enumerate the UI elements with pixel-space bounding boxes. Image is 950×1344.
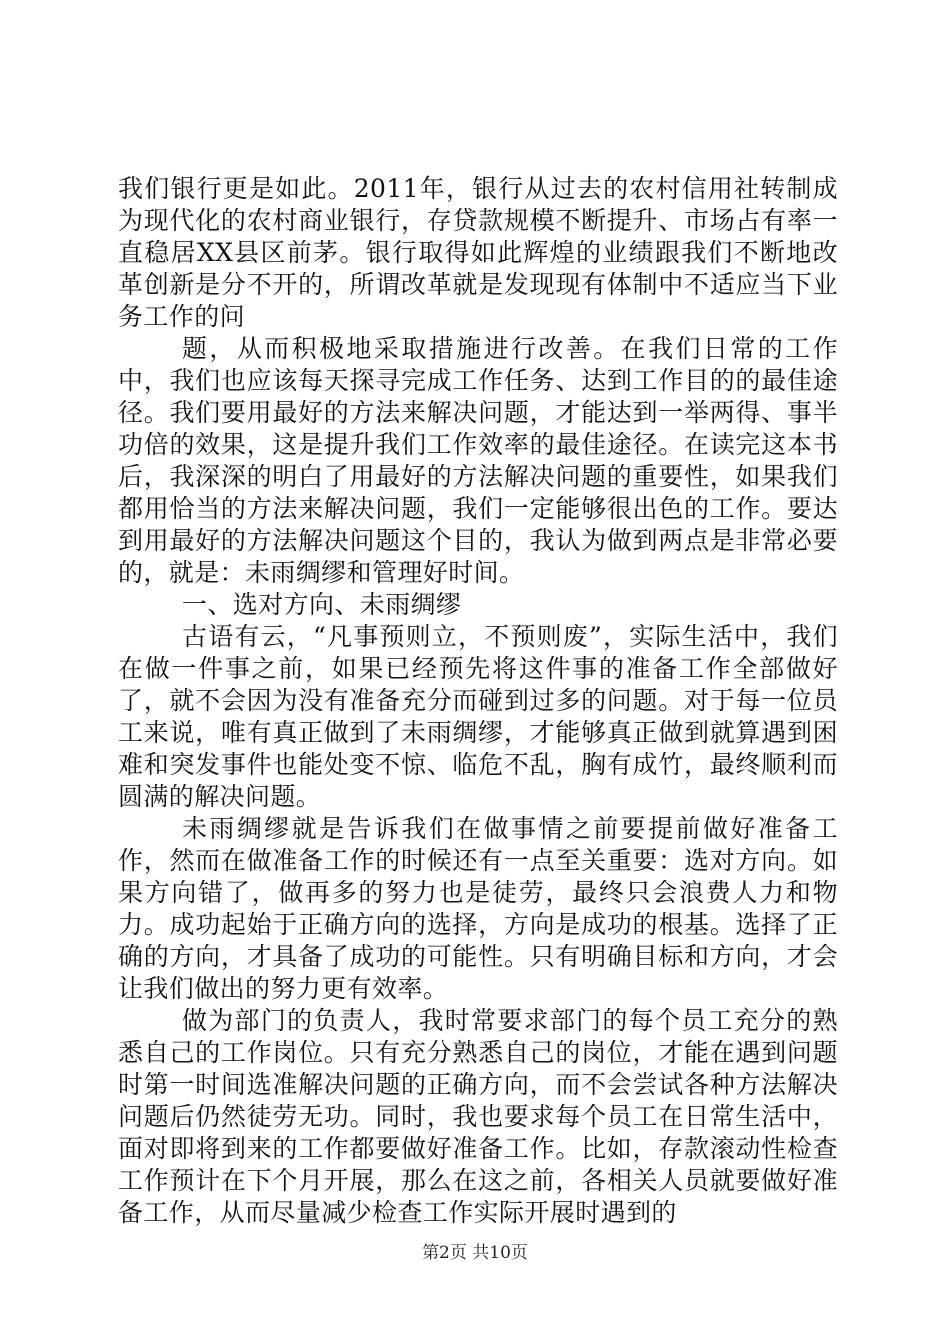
section-heading: 一、选对方向、未雨绸缪 (182, 590, 462, 619)
paragraph-1: 我们银行更是如此。2011年，银行从过去的农村信用社转制成为现代化的农村商业银行，存贷款规模不断提升、市场占有率一直稳居XX县区前茅。银行取得如此辉煌的业绩跟我们不断地改革创新是分不开的，所谓改革就是发现现有体制中不适应当下业务工作的问 (118, 174, 838, 331)
paragraph-5: 做为部门的负责人，我时常要求部门的每个员工充分的熟悉自己的工作岗位。只有充分熟悉自己的岗位，才能在遇到问题时第一时间选准解决问题的正确方向，而不会尝试各种方法解决问题后仍然徒劳无功。同时，我也要求每个员工在日常生活中，面对即将到来的工作都要做好准备工作。比如，存款滚动性检查工作预计在下个月开展，那么在这之前，各相关人员就要做好准备工作，从而尽量减少检查工作实际开展时遇到的 (118, 1006, 838, 1227)
document-body (118, 173, 838, 1229)
page-footer: 第2页 共10页 (422, 1243, 528, 1263)
paragraph-2: 题，从而积极地采取措施进行改善。在我们日常的工作中，我们也应该每天探寻完成工作任务、达到工作目的的最佳途径。我们要用最好的方法来解决问题，才能达到一举两得、事半功倍的效果，这是提升我们工作效率的最佳途径。在读完这本书后，我深深的明白了用最好的方法解决问题的重要性，如果我们都用恰当的方法来解决问题，我们一定能够很出色的工作。要达到用最好的方法解决问题这个目的，我认为做到两点是非常必要的，就是：未雨绸缪和管理好时间。 (118, 334, 838, 587)
paragraph-4: 未雨绸缪就是告诉我们在做事情之前要提前做好准备工作，然而在做准备工作的时候还有一点至关重要：选对方向。如果方向错了，做再多的努力也是徒劳，最终只会浪费人力和物力。成功起始于正确方向的选择，方向是成功的根基。选择了正确的方向，才具备了成功的可能性。只有明确目标和方向，才会让我们做出的努力更有效率。 (118, 814, 838, 1003)
paragraph-3: 古语有云，“凡事预则立，不预则废”，实际生活中，我们在做一件事之前，如果已经预先将这件事的准备工作全部做好了，就不会因为没有准备充分而碰到过多的问题。对于每一位员工来说，唯有真正做到了未雨绸缪，才能够真正做到就算遇到困难和突发事件也能处变不惊、临危不乱，胸有成竹，最终顺利而圆满的解决问题。 (118, 622, 838, 811)
